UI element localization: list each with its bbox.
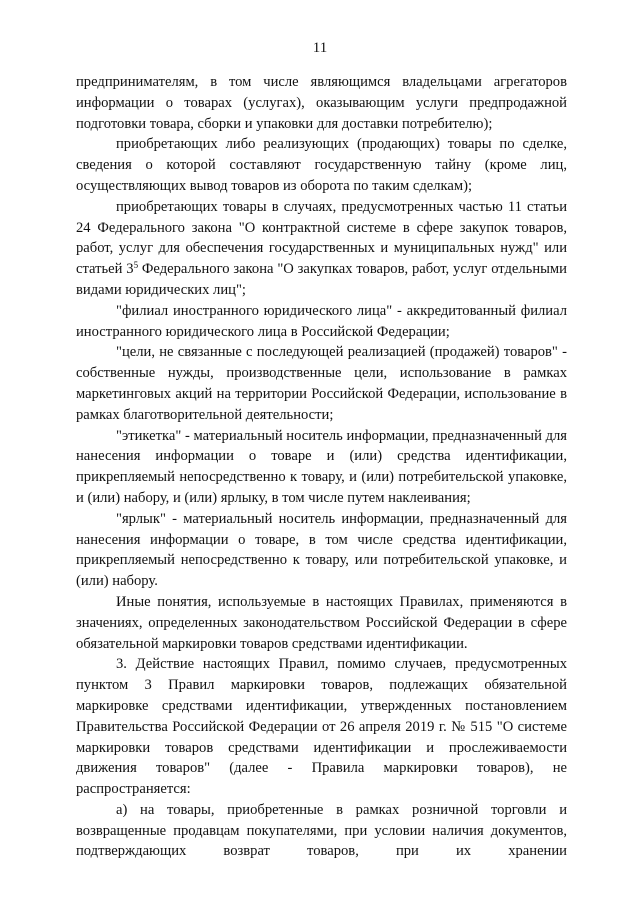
paragraph-item-a: а) на товары, приобретенные в рамках розничной торговли и возвращенные продавцам покупателями, при условии наличия документов, подтверждающих возврат товаров, при их хранении: [76, 801, 567, 860]
document-body: [76, 72, 567, 862]
procurement-text-after: Федерального закона "О закупках товаров, работ, услуг отдельными видами юридических лиц";: [76, 261, 567, 298]
paragraph-branch-definition: "филиал иностранного юридического лица" - аккредитованный филиал иностранного юридического лица в Российской Федерации;: [76, 302, 567, 340]
paragraph-label-definition: "этикетка" - материальный носитель информации, предназначенный для нанесения информации о товаре и (или) средства идентификации, прикрепляемый непосредственно к товару, и (или) потребительской упаковке, и (или) набору, и (или) ярлыку, в том числе путем наклеивания;: [76, 427, 567, 506]
superscript-five: 5: [133, 260, 139, 271]
procurement-text-before: приобретающих товары в случаях, предусмотренных частью 11 статьи 24 Федерального закона "О контрактной системе в сфере закупок товаров, работ, услуг для обеспечения государственных и муниципальных нужд" или статьей 3: [76, 198, 567, 278]
paragraph-other-concepts: Иные понятия, используемые в настоящих Правилах, применяются в значениях, определенных законодательством Российской Федерации в сфере обязательной маркировки товаров средствами идентификации.: [76, 593, 567, 652]
paragraph-tag-definition: "ярлык" - материальный носитель информации, предназначенный для нанесения информации о товаре, в том числе средства идентификации, прикрепляемый непосредственно к товару, или потребительской упаковке, и (или) набору.: [76, 510, 567, 590]
paragraph-state-secret: приобретающих либо реализующих (продающих) товары по сделке, сведения о которой составляют государственную тайну (кроме лиц, осуществляющих вывод товаров из оборота по таким сделкам);: [76, 136, 567, 194]
paragraph-procurement: [76, 197, 567, 301]
paragraph-entrepreneurs: предпринимателям, в том числе являющимся владельцами агрегаторов информации о товарах (услугах), оказывающим услуги предпродажной подготовки товара, сборки и упаковки для доставки потребителю);: [76, 74, 567, 132]
paragraph-rule-scope: 3. Действие настоящих Правил, помимо случаев, предусмотренных пунктом 3 Правил маркировки товаров, подлежащих обязательной маркировке средствами идентификации, утвержденных постановлением Правительства Российской Федерации от 26 апреля 2019 г. № 515 "О системе маркировки товаров средствами идентификации и прослеживаемости движения товаров" (далее - Правила маркировки товаров), не распространяется:: [76, 656, 567, 798]
page-number: 11: [312, 40, 328, 56]
paragraph-purposes-definition: "цели, не связанные с последующей реализацией (продажей) товаров" - собственные нужды, производственные цели, использование в рамках маркетинговых акций на территории Российской Федерации, использование в рамках благотворительной деятельности;: [76, 344, 567, 423]
